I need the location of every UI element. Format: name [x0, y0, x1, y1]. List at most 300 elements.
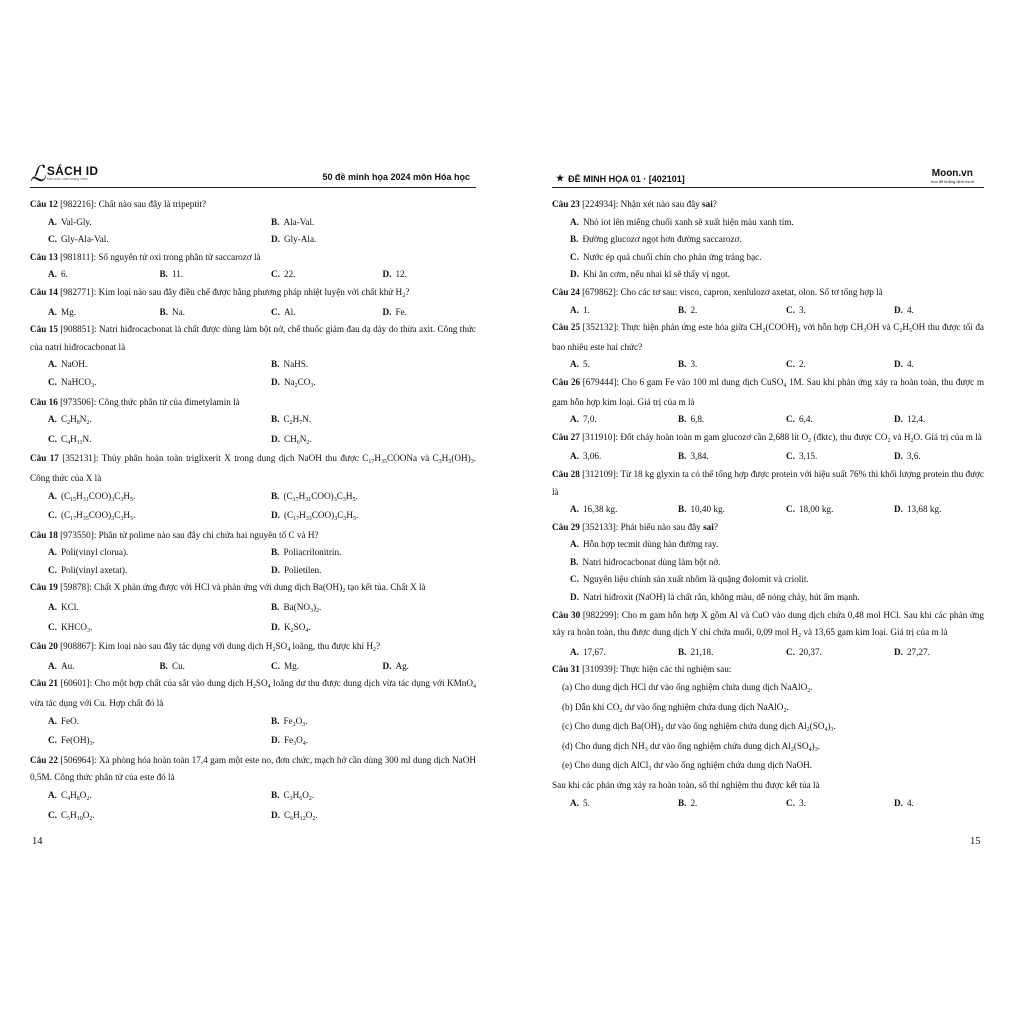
answer-option: [30, 266, 142, 284]
option-text: 5.: [582, 359, 590, 370]
answer-option: [30, 562, 253, 580]
experiment-statement: (a) Cho dung dịch HCl dư vào ống nghiệm chứa dung dịch NaAlO$_2$.: [562, 682, 813, 695]
option-key: D.: [894, 304, 903, 315]
option-key: B.: [678, 797, 687, 808]
question-text: [552, 284, 984, 302]
answer-options: [552, 536, 984, 606]
question-text: [30, 675, 476, 712]
answer-option: [253, 431, 476, 451]
option-text: $C_3H_6O_2$.: [283, 790, 315, 802]
book-logo-icon: ℒ: [30, 161, 46, 186]
option-text: 3.: [798, 304, 806, 315]
option-key: D.: [271, 621, 280, 632]
option-text: $C_2H_8N_2$.: [60, 414, 92, 427]
option-text: Na.: [171, 306, 185, 317]
question: [30, 752, 476, 826]
option-key: A.: [48, 490, 57, 501]
answer-option: [768, 411, 876, 429]
answer-option: [660, 644, 768, 662]
answer-option: [253, 658, 365, 676]
answer-option: [30, 713, 253, 733]
option-text: $(C_{15}H_{31}COO)_3C_3H_5$.: [60, 490, 136, 503]
option-text: 5.: [582, 797, 590, 808]
question-number: Câu 17: [30, 453, 59, 464]
option-text: NaHCO$_3$.: [60, 376, 97, 389]
moon-logo: [931, 169, 974, 185]
option-key: B.: [678, 359, 687, 370]
answer-option: [876, 501, 984, 519]
option-key: B.: [271, 602, 280, 613]
option-key: A.: [48, 660, 57, 671]
option-key: B.: [678, 414, 687, 425]
option-key: B.: [570, 556, 579, 567]
question-text: [30, 752, 476, 787]
answer-option: [552, 214, 984, 232]
option-text: Nhỏ iot lên miếng chuối xanh sẽ xuất hiện màu xanh tím.: [582, 216, 794, 227]
option-key: B.: [271, 490, 280, 501]
option-text: FeO.: [60, 715, 80, 726]
option-key: A.: [570, 646, 579, 657]
answer-option: [552, 356, 660, 374]
option-key: B.: [271, 359, 280, 370]
answer-option: [253, 787, 476, 807]
option-key: D.: [271, 376, 280, 387]
option-key: D.: [894, 451, 903, 462]
option-key: D.: [271, 564, 280, 575]
answer-option: [768, 448, 876, 466]
answer-option: [30, 304, 142, 322]
option-text: 22.: [283, 269, 296, 280]
answer-option: [876, 795, 984, 813]
answer-option: [142, 658, 254, 676]
answer-options: [552, 214, 984, 284]
option-key: D.: [271, 510, 280, 521]
answer-option: [253, 544, 476, 562]
question-text: [552, 607, 984, 644]
logo-title: SÁCH ID: [46, 164, 99, 178]
option-text: Al.: [283, 306, 296, 317]
answer-option: [660, 411, 768, 429]
question-text: [30, 450, 476, 487]
question: [552, 374, 984, 429]
answer-options: [30, 356, 476, 393]
question-body: [60601]: Cho một hợp chất của sắt vào dung dịch $H_2SO_4$ loãng dư thu được dung dịch vừa tác dụng với KMnO$_4$ vừa tác dụng với Cu. Hợp chất đó là: [30, 678, 477, 709]
answer-option: [30, 356, 253, 374]
question-body: [352133]: Phát biểu nào sau đây sai?: [582, 521, 718, 532]
answer-option: [253, 488, 476, 508]
question-number: Câu 22: [30, 754, 58, 765]
option-text: KCl.: [60, 602, 79, 613]
question: [30, 527, 476, 580]
answer-option: [552, 411, 660, 429]
option-key: D.: [382, 660, 392, 671]
option-key: D.: [382, 269, 392, 280]
option-key: C.: [48, 809, 57, 820]
question-number: Câu 25: [552, 322, 581, 333]
question-number: Câu 31: [552, 664, 580, 675]
option-key: A.: [48, 414, 57, 425]
option-text: $CH_6N_2$.: [283, 433, 312, 446]
option-key: B.: [271, 790, 280, 800]
answer-option: [552, 554, 984, 572]
option-text: 3,6.: [906, 451, 921, 462]
right-page: [552, 160, 984, 812]
option-text: Ala-Val.: [283, 216, 315, 227]
option-text: $Na_2CO_3$.: [283, 376, 316, 389]
option-key: A.: [48, 359, 57, 370]
option-text: 6.: [60, 269, 68, 280]
question-body: [908851]: Natri hiđrocacbonat là chất được dùng làm bột nở, chế thuốc giảm đau dạ dày do thừa axit. Công thức của natri hiđrocacbonat là: [30, 324, 476, 352]
option-key: A.: [570, 797, 579, 808]
answer-option: [876, 302, 984, 320]
question-text: [552, 196, 984, 214]
left-page-header: [30, 160, 476, 188]
book-title: 50 đề minh họa 2024 môn Hóa học: [322, 172, 470, 182]
question-text: [552, 519, 984, 537]
answer-option: [142, 266, 254, 284]
option-key: B.: [570, 234, 579, 245]
option-key: C.: [48, 735, 57, 746]
option-text: 20,37.: [798, 646, 822, 657]
option-key: B.: [271, 715, 280, 726]
option-text: $K_2SO_4$.: [283, 621, 311, 634]
option-text: 11.: [171, 269, 184, 280]
answer-option: [253, 562, 476, 580]
experiment-statement: (d) Cho dung dịch $NH_3$ dư vào ống nghiệm chứa dung dịch $Al_2(SO_4)_3$.: [562, 740, 821, 753]
option-text: Đường glucozơ ngọt hơn đường saccarozơ.: [582, 234, 742, 245]
option-text: Mg.: [283, 660, 299, 671]
option-text: Khi ăn cơm, nếu nhai kĩ sẽ thấy vị ngọt.: [582, 269, 730, 280]
option-key: C.: [786, 414, 795, 425]
option-key: C.: [48, 564, 57, 575]
left-page-number: 14: [32, 836, 43, 847]
option-text: 4.: [906, 304, 914, 315]
question: [30, 579, 476, 638]
answer-option: [768, 302, 876, 320]
answer-option: [365, 658, 477, 676]
option-key: A.: [48, 547, 57, 558]
answer-option: [253, 411, 476, 431]
option-text: Natri hiđroxit (NaOH) là chất rắn, không màu, dễ nóng chảy, hút ẩm mạnh.: [582, 592, 860, 603]
option-key: C.: [271, 306, 280, 317]
question-body: [679862]: Cho các tơ sau: visco, capron, xenlulozơ axetat, olon. Số tơ tổng hợp là: [582, 286, 883, 297]
answer-option: [30, 488, 253, 508]
question-body: [679444]: Cho 6 gam Fe vào 100 ml dung dịch CuSO$_4$ 1M. Sau khi phản ứng xảy ra hoàn toàn, thu được m gam hỗn hợp kim loại. Giá trị của m là: [552, 376, 984, 407]
answer-option: [552, 589, 984, 607]
answer-option: [30, 544, 253, 562]
question-text: [30, 321, 476, 356]
experiment-statement: (b) Dẫn khí $CO_2$ dư vào ống nghiệm chứa dung dịch NaAlO$_2$.: [562, 701, 789, 714]
option-key: A.: [570, 359, 579, 370]
question-number: Câu 29: [552, 521, 580, 532]
option-key: C.: [786, 797, 795, 808]
answer-option: [660, 501, 768, 519]
option-text: 2.: [798, 359, 806, 370]
left-page: [30, 160, 476, 826]
question-text: [30, 638, 476, 658]
answer-option: [552, 501, 660, 519]
option-key: C.: [786, 646, 795, 657]
option-text: 6,8.: [690, 414, 705, 425]
option-text: Fe.: [395, 306, 407, 317]
option-key: C.: [48, 621, 57, 632]
question: [552, 319, 984, 374]
option-text: Poli(vinyl clorua).: [60, 547, 129, 558]
option-text: 2.: [690, 304, 698, 315]
answer-options: [30, 599, 476, 638]
question-body: [352131]: Thủy phân hoàn toàn triglixerit X trong dung dịch NaOH thu được $C_{17}H_{35}COONa$ và $C_3H_5(OH)_3$. Công thức của X là: [30, 453, 476, 483]
answer-option: [30, 599, 253, 619]
question-number: Câu 15: [30, 324, 58, 335]
question-number: Câu 24: [552, 286, 580, 297]
answer-options: [30, 658, 476, 676]
question: [30, 638, 476, 675]
answer-options: [30, 713, 476, 752]
answer-option: [253, 266, 365, 284]
question-body: [506964]: Xà phòng hóa hoàn toàn 17,4 gam một este no, đơn chức, mạch hở cần dùng 300 ml dung dịch NaOH 0,5M. Công thức phân tử của este đó là: [30, 754, 477, 783]
question-body: [982771]: Kim loại nào sau đây điều chế được bằng phương pháp nhiệt luyện với chất khử $H_2$?: [60, 286, 410, 299]
answer-option: [552, 795, 660, 813]
option-text: Polietilen.: [283, 564, 322, 575]
question: [30, 394, 476, 451]
option-text: Nguyên liệu chính sản xuất nhôm là quặng đolomit và criolit.: [582, 574, 809, 585]
option-text: Cu.: [171, 660, 185, 671]
option-key: C.: [48, 510, 57, 521]
option-key: C.: [570, 574, 579, 585]
option-text: Au.: [60, 660, 75, 671]
question-text: [552, 374, 984, 411]
logo-tagline: Một cuộc cách mạng Sách: [46, 177, 89, 181]
option-key: B.: [271, 414, 280, 425]
option-text: 3,15.: [798, 451, 818, 462]
question-body: [59878]: Chất X phản ứng được với HCl và phản ứng với dung dịch $Ba(OH)_2$ tạo kết tủa. Chất X là: [60, 582, 426, 595]
option-key: A.: [48, 602, 57, 613]
question: [552, 429, 984, 466]
option-key: B.: [159, 269, 168, 280]
option-text: Poliacrilonitrin.: [283, 547, 342, 558]
question: [30, 675, 476, 751]
question-body: [973550]: Phân tử polime nào sau đây chỉ chứa hai nguyên tố C và H?: [60, 529, 319, 540]
brand-tagline: Học để khẳng định mình: [930, 179, 974, 184]
answer-options: [30, 266, 476, 284]
answer-option: [768, 356, 876, 374]
answer-options: [552, 356, 984, 374]
answer-option: [30, 658, 142, 676]
question-number: Câu 16: [30, 396, 58, 407]
answer-options: [30, 304, 476, 322]
option-text: Gly-Ala-Val.: [60, 234, 109, 245]
option-text: Nước ép quả chuối chín cho phản ứng tráng bạc.: [582, 251, 762, 262]
question-body: [312109]: Từ 18 kg glyxin ta có thể tổng hợp được protein với hiệu suất 76% thì khối lượng protein thu được là: [552, 468, 984, 497]
option-text: $C_2H_7N$.: [283, 414, 312, 427]
option-key: C.: [786, 359, 795, 370]
question-body: [982216]: Chất nào sau đây là tripeptit?: [60, 199, 207, 209]
answer-option: [253, 214, 476, 232]
answer-option: [30, 807, 253, 827]
answer-option: [876, 644, 984, 662]
option-key: B.: [271, 216, 280, 227]
answer-option: [142, 304, 254, 322]
answer-option: [768, 795, 876, 813]
option-text: $(C_{17}H_{31}COO)_3C_3H_5$.: [283, 490, 358, 503]
option-text: Gly-Ala.: [283, 234, 317, 245]
answer-option: [876, 356, 984, 374]
answer-options: [552, 501, 984, 519]
option-text: Poli(vinyl axetat).: [60, 564, 128, 575]
option-text: NaHS.: [283, 359, 309, 370]
question: [552, 284, 984, 319]
answer-option: [768, 644, 876, 662]
question-text: [30, 196, 476, 214]
question-text: [30, 284, 476, 304]
answer-option: [30, 507, 253, 527]
option-key: D.: [894, 504, 903, 515]
option-key: B.: [159, 660, 168, 671]
question-number: Câu 21: [30, 678, 58, 689]
option-text: Natri hiđrocacbonat dùng làm bột nở.: [582, 556, 721, 567]
option-text: 7,0.: [582, 414, 597, 425]
answer-option: [552, 571, 984, 589]
option-key: C.: [570, 251, 579, 262]
question: [552, 466, 984, 519]
answer-options: [30, 488, 476, 527]
option-key: A.: [570, 414, 579, 425]
option-text: 10,40 kg.: [690, 504, 725, 515]
option-key: D.: [894, 797, 903, 808]
question: [30, 321, 476, 393]
option-text: 18,00 kg.: [798, 504, 834, 515]
option-text: 3.: [798, 797, 806, 808]
option-text: 3,06.: [582, 451, 602, 462]
option-key: B.: [159, 306, 168, 317]
option-key: C.: [48, 234, 57, 245]
option-text: 16,38 kg.: [582, 504, 618, 515]
answer-options: [552, 411, 984, 429]
answer-option: [253, 231, 476, 249]
option-key: B.: [678, 304, 687, 315]
option-key: D.: [894, 646, 903, 657]
question-text: [30, 249, 476, 267]
option-key: D.: [570, 592, 579, 603]
exam-title: ĐỀ MINH HỌA 01 · [402101]: [568, 173, 685, 184]
question-number: Câu 27: [552, 431, 580, 442]
option-key: A.: [570, 539, 579, 550]
option-text: 21,18.: [690, 646, 714, 657]
option-text: 4.: [906, 797, 914, 808]
option-text: NaOH.: [60, 359, 88, 370]
option-key: A.: [48, 790, 57, 800]
answer-option: [253, 507, 476, 527]
experiment-statement: (e) Cho dung dịch AlCl$_3$ dư vào ống nghiệm chứa dung dịch NaOH.: [562, 760, 813, 773]
option-key: C.: [271, 269, 280, 280]
option-key: D.: [271, 809, 280, 820]
answer-option: [253, 732, 476, 752]
answer-option: [876, 448, 984, 466]
option-key: D.: [894, 414, 903, 425]
question: [552, 607, 984, 662]
option-text: 13,68 kg.: [906, 504, 942, 515]
answer-option: [30, 787, 253, 807]
right-question-list: [552, 188, 984, 812]
answer-option: [253, 619, 476, 639]
answer-option: [30, 619, 253, 639]
question-body: [908867]: Kim loại nào sau đây tác dụng với dung dịch $H_2SO_4$ loãng, thu được khí $H_2$?: [60, 641, 381, 654]
answer-options: [552, 795, 984, 813]
answer-option: [660, 448, 768, 466]
answer-option: [660, 356, 768, 374]
option-text: Hỗn hợp tecmit dùng hàn đường ray.: [582, 539, 719, 550]
question-text: [30, 394, 476, 412]
answer-option: [552, 302, 660, 320]
option-key: A.: [570, 451, 579, 462]
question-body: [982299]: Cho m gam hỗn hợp X gồm Al và CuO vào dung dịch chứa 0,48 mol HCl. Sau khi các phản ứng xảy ra hoàn toàn, thu được dung dịch Y chỉ chứa muối, 0,09 mol $H_2$ và 13,65 gam kim loại. Giá trị của m là: [552, 609, 984, 640]
option-key: D.: [382, 306, 392, 317]
question-text: [552, 319, 984, 356]
answer-options: [552, 302, 984, 320]
option-key: A.: [48, 216, 57, 227]
question-number: Câu 13: [30, 251, 58, 262]
answer-option: [552, 249, 984, 267]
question: [552, 196, 984, 284]
question-number: Câu 14: [30, 286, 58, 297]
option-text: 3.: [690, 359, 698, 370]
answer-option: [876, 411, 984, 429]
answer-options: [30, 544, 476, 579]
answer-option: [660, 302, 768, 320]
question-text: [552, 466, 984, 501]
question: [552, 519, 984, 607]
question-body: [352132]: Thực hiện phản ứng este hóa giữa $CH_2(COOH)_2$ với hỗn hợp $CH_3OH$ và $C_2H_5OH$ thu được tối đa bao nhiêu este hai chức?: [552, 322, 984, 352]
answer-option: [552, 266, 984, 284]
option-text: $Ba(NO_3)_2$.: [283, 602, 322, 615]
star-icon: ★: [556, 173, 565, 183]
option-text: 17,67.: [582, 646, 606, 657]
question-text: [30, 527, 476, 545]
brand-name: Moon.vn: [931, 168, 973, 179]
sach-id-logo: [30, 161, 99, 186]
answer-option: [253, 713, 476, 733]
option-key: D.: [271, 234, 280, 245]
question-number: Câu 28: [552, 468, 580, 479]
answer-option: [660, 795, 768, 813]
option-key: D.: [894, 359, 903, 370]
option-key: D.: [271, 433, 280, 444]
option-text: $C_6H_{12}O_2$.: [283, 809, 318, 822]
option-text: $Fe_2O_3$.: [283, 715, 308, 728]
option-key: C.: [48, 376, 57, 387]
answer-option: [552, 644, 660, 662]
question-text: [552, 429, 984, 449]
question: [30, 196, 476, 249]
question-body: [981811]: Số nguyên tử oxi trong phân tử saccarozơ là: [60, 251, 261, 262]
experiment-statement: (c) Cho dung dịch $Ba(OH)_2$ dư vào ống nghiệm chứa dung dịch $Al_2(SO_4)_3$.: [562, 721, 836, 734]
option-key: C.: [271, 660, 280, 671]
question: [30, 249, 476, 284]
question-text-end: Sau khi các phản ứng xảy ra hoàn toàn, số thí nghiệm thu được kết tủa là: [552, 780, 820, 790]
right-page-number: 15: [970, 836, 981, 847]
question-body: [311910]: Đốt cháy hoàn toàn m gam glucozơ cần 2,688 lít $O_2$ (đktc), thu được $CO_2$ và $H_2O$. Giá trị của m là: [582, 431, 982, 444]
option-key: A.: [570, 504, 579, 515]
option-key: B.: [271, 547, 280, 558]
answer-option: [253, 599, 476, 619]
answer-option: [253, 304, 365, 322]
option-text: 27,27.: [906, 646, 930, 657]
option-text: $(C_{17}H_{33}COO)_3C_3H_5$.: [283, 510, 359, 523]
option-key: C.: [48, 433, 57, 444]
option-key: A.: [48, 269, 57, 280]
option-text: Val-Gly.: [60, 216, 92, 227]
answer-option: [253, 807, 476, 827]
